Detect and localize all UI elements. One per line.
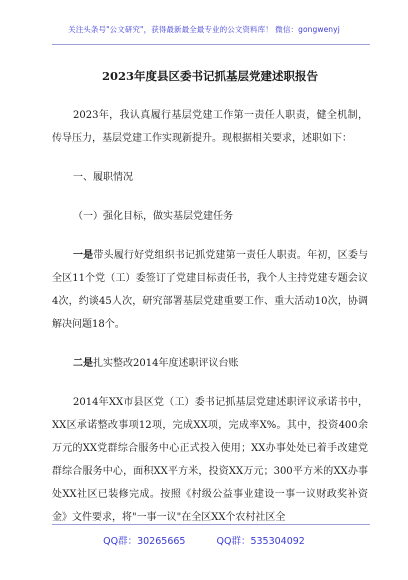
point-two-paragraph — [52, 352, 368, 375]
footer-qq-group-1: QQ群：30265665 — [103, 536, 186, 547]
footer-divider — [52, 524, 370, 525]
document-body — [52, 58, 368, 529]
document-title: 2023年度县区委书记抓基层党建述职报告 — [101, 69, 318, 83]
point-two-text: 扎实整改2014年度述职评议台账 — [93, 358, 239, 369]
body-paragraph: 2014年XX市县区党（工）委书记抓基层党建述职评议承诺书中，XX区承诺整改事项12项，完成XX项，完成率X%。其中，投资400余万元的XX党群综合服务中心正式投入使用；XX办事处处已着手改建党群综合服务中心，面积XX平方米，投资XX万元；300平方米的XX办事处XX社区已装修完成。按照《村级公益事业建设一事一议财政奖补资金》文件要求，将"一事一议"在全区XX个农村社区全 — [52, 397, 368, 523]
spacer — [52, 189, 368, 205]
intro-paragraph: 2023年，我认真履行基层党建工作第一责任人职责，健全机制，传导压力，基层党建工作实现新提升。现根据相关要求，述职如下： — [52, 110, 368, 144]
footer — [0, 533, 408, 547]
point-one-text: 带头履行好党组织书记抓党建第一责任人职责。年初，区委与全区11个党（工）委签订了党建目标责任书，我个人主持党建专题会议4次，约谈45人次，研究部署基层党建重要工作、重大活动10次，协调解决问题18个。 — [52, 250, 369, 330]
point-one-paragraph — [52, 244, 368, 336]
section-heading: 一、履职情况 — [73, 172, 133, 183]
header-banner: 关注头条号"公文研究"，获得最新最全最专业的公文资料库！ 微信：gongwenyj — [68, 25, 340, 34]
spacer — [52, 228, 368, 244]
point-one-lead: 一是 — [73, 250, 94, 261]
subsection-heading: （一）强化目标，做实基层党建任务 — [73, 211, 233, 222]
spacer — [52, 336, 368, 352]
header-divider — [52, 44, 370, 45]
spacer — [52, 375, 368, 391]
footer-qq-group-2: QQ群：535304092 — [216, 536, 305, 547]
spacer — [52, 150, 368, 166]
point-two-lead: 二是 — [73, 358, 93, 369]
